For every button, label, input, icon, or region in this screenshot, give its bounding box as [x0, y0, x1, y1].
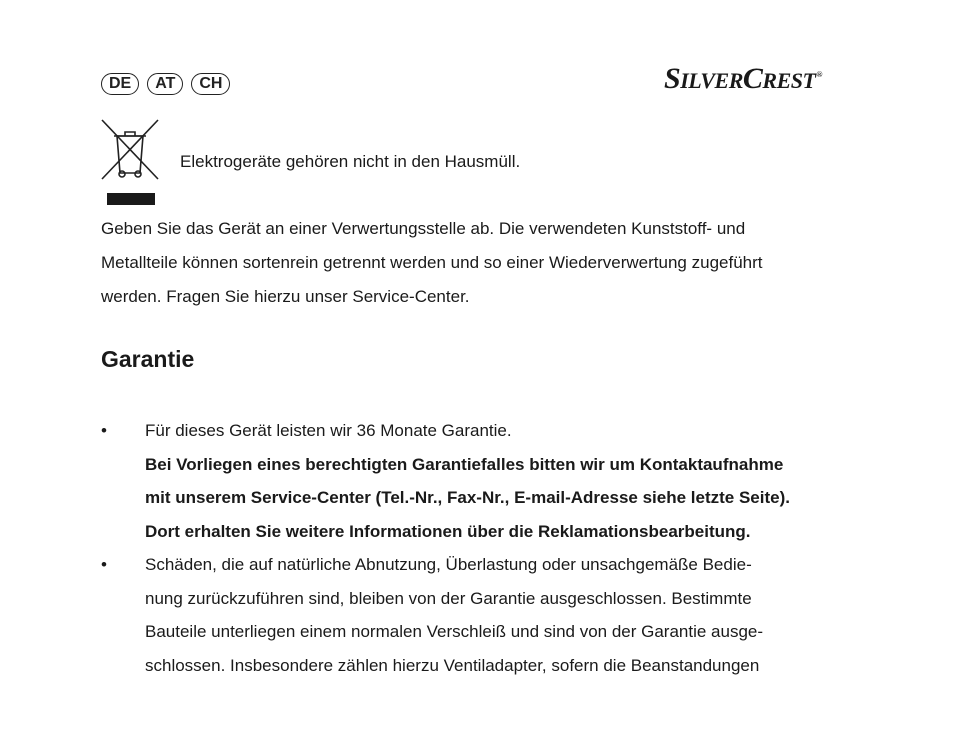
- country-badge-at: AT: [147, 73, 183, 95]
- country-badge-de: DE: [101, 73, 139, 95]
- section-heading-garantie: Garantie: [101, 346, 195, 372]
- brand-initial-2: C: [742, 62, 763, 95]
- item-text: Für dieses Gerät leisten wir 36 Monate Garantie.: [145, 421, 512, 440]
- item-text: Bauteile unterliegen einem normalen Verschleiß und sind von der Garantie ausge-: [145, 622, 764, 641]
- weee-notice: Elektrogeräte gehören nicht in den Hausmüll.: [180, 152, 521, 171]
- brand-initial-1: S: [664, 62, 681, 95]
- bold-text: mit unserem Service-Center (Tel.-Nr., Fax-Nr., E-mail-Adresse siehe letzte Seite).: [145, 488, 790, 507]
- brand-logo: [664, 62, 822, 96]
- bold-text: Dort erhalten Sie weitere Informationen über die Reklamationsbearbeitung.: [145, 521, 751, 541]
- paragraph-line: Geben Sie das Gerät an einer Verwertungsstelle ab. Die verwendeten Kunststoff- und: [101, 219, 746, 238]
- bullet: •: [101, 555, 107, 574]
- disposal-paragraph: [101, 212, 861, 314]
- item-text: Schäden, die auf natürliche Abnutzung, Überlastung oder unsachgemäße Bedie-: [145, 555, 752, 574]
- item-text: schlossen. Insbesondere zählen hierzu Ventiladapter, sofern die Beanstandungen: [145, 655, 760, 675]
- crossed-bin-icon: [98, 117, 162, 207]
- registered-mark: ®: [816, 70, 822, 79]
- brand-rest-1: ILVER: [680, 68, 743, 93]
- warranty-list: [101, 414, 871, 682]
- brand-rest-2: REST: [762, 68, 816, 93]
- bold-text: Bei Vorliegen eines berechtigten Garantiefalles bitten wir um Kontaktaufnahme: [145, 454, 784, 474]
- paragraph-line: werden. Fragen Sie hierzu unser Service-Center.: [101, 287, 470, 306]
- item-text: nung zurückzuführen sind, bleiben von der Garantie ausgeschlossen. Bestimmte: [145, 588, 752, 608]
- paragraph-line: Metallteile können sortenrein getrennt werden und so einer Wiederverwertung zugeführt: [101, 253, 763, 272]
- list-item: [101, 548, 871, 682]
- list-item: [101, 414, 871, 548]
- country-badge-ch: CH: [191, 73, 230, 95]
- country-badges: [101, 73, 230, 95]
- bullet: •: [101, 421, 107, 440]
